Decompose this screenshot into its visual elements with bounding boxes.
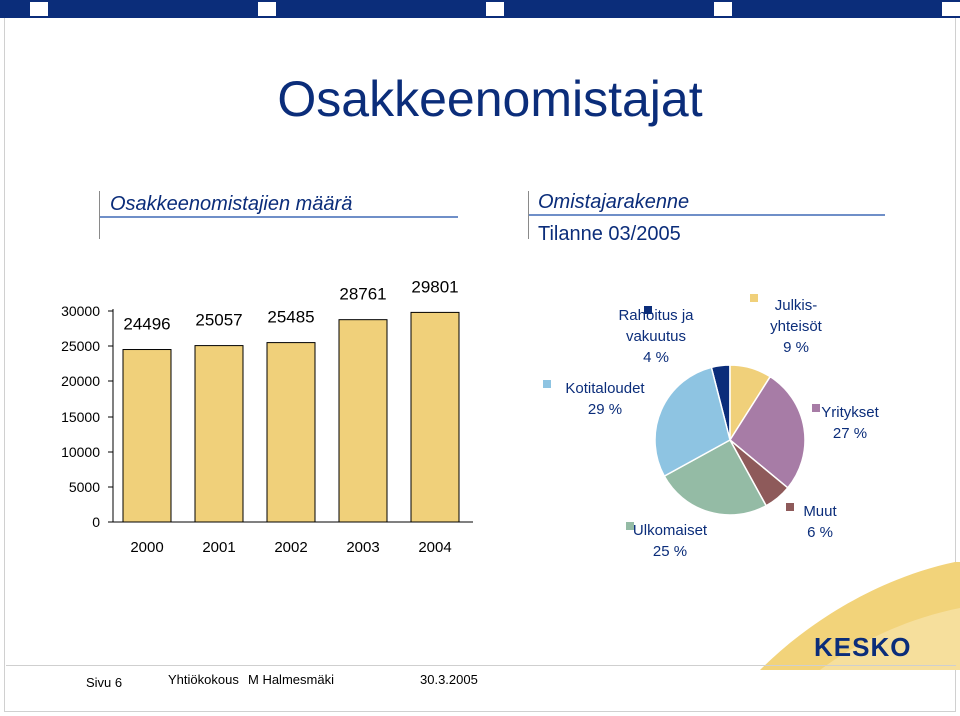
- pie-slice-label: Kotitaloudet: [565, 380, 645, 397]
- top-bar-segment: [486, 2, 504, 16]
- legend-marker: [786, 503, 794, 511]
- bar: [339, 320, 387, 522]
- y-tick-label: 5000: [68, 479, 100, 495]
- bar-chart-section-title: Osakkeenomistajien määrä: [110, 193, 353, 215]
- pie-slice-label: 29 %: [587, 401, 623, 418]
- bar: [195, 346, 243, 522]
- bar-data-label: 29801: [411, 277, 459, 297]
- pie-chart-section-title: Omistajarakenne: [538, 191, 690, 213]
- pie-slice-label: Rahoitus ja: [618, 307, 694, 324]
- top-bar-segment: [714, 2, 732, 16]
- y-tick-label: 0: [92, 514, 100, 530]
- legend-marker: [750, 294, 758, 302]
- top-bar-segment: [942, 2, 960, 16]
- top-bar-segment: [30, 2, 48, 16]
- bar-data-label: 24496: [123, 314, 171, 334]
- bar: [267, 343, 315, 522]
- pie-slice-label: 25 %: [652, 543, 688, 560]
- top-bar: [0, 0, 960, 18]
- bar-data-label: 25057: [195, 310, 243, 330]
- footer-page-number: Sivu 6: [86, 675, 123, 690]
- pie-slice-label: Muut: [803, 503, 837, 520]
- x-tick-label: 2002: [274, 539, 308, 556]
- footer-date: 30.3.2005: [420, 672, 478, 687]
- x-tick-label: 2000: [130, 539, 164, 556]
- pie-chart: [530, 285, 950, 585]
- right-section-rule: [529, 214, 885, 216]
- bar: [411, 312, 459, 522]
- pie-slice-label: 6 %: [807, 524, 833, 541]
- y-tick-label: 10000: [61, 444, 100, 460]
- y-tick-label: 30000: [61, 303, 100, 319]
- pie-slice-label: Julkis-: [774, 297, 818, 314]
- bar-data-label: 28761: [339, 284, 387, 304]
- y-tick-label: 15000: [61, 409, 100, 425]
- y-tick-label: 20000: [61, 373, 100, 389]
- slide-title: Osakkeenomistajat: [277, 71, 703, 127]
- bar-chart: [0, 250, 520, 570]
- x-tick-label: 2003: [346, 539, 380, 556]
- legend-marker: [812, 404, 820, 412]
- pie-slice-label: yhteisöt: [770, 318, 822, 335]
- legend-marker: [543, 380, 551, 388]
- bar-data-label: 25485: [267, 307, 315, 327]
- footer-divider: [6, 665, 956, 666]
- pie-slice-label: Yritykset: [821, 404, 879, 421]
- pie-slice-label: 9 %: [783, 339, 809, 356]
- left-section-divider: [99, 191, 100, 239]
- left-section-rule: [100, 216, 458, 218]
- x-tick-label: 2004: [418, 539, 452, 556]
- footer-event: Yhtiökokous: [168, 672, 239, 687]
- footer-author: M Halmesmäki: [248, 672, 334, 687]
- pie-chart-subtitle: Tilanne 03/2005: [538, 223, 681, 245]
- pie-slice-label: 4 %: [643, 349, 669, 366]
- pie-slice-label: 27 %: [832, 425, 868, 442]
- pie-slice-label: Ulkomaiset: [632, 522, 708, 539]
- kesko-logo: KESKO: [814, 632, 912, 662]
- y-tick-label: 25000: [61, 338, 100, 354]
- pie-slice-label: vakuutus: [625, 328, 687, 345]
- top-bar-segment: [258, 2, 276, 16]
- x-tick-label: 2001: [202, 539, 236, 556]
- bar: [123, 350, 171, 522]
